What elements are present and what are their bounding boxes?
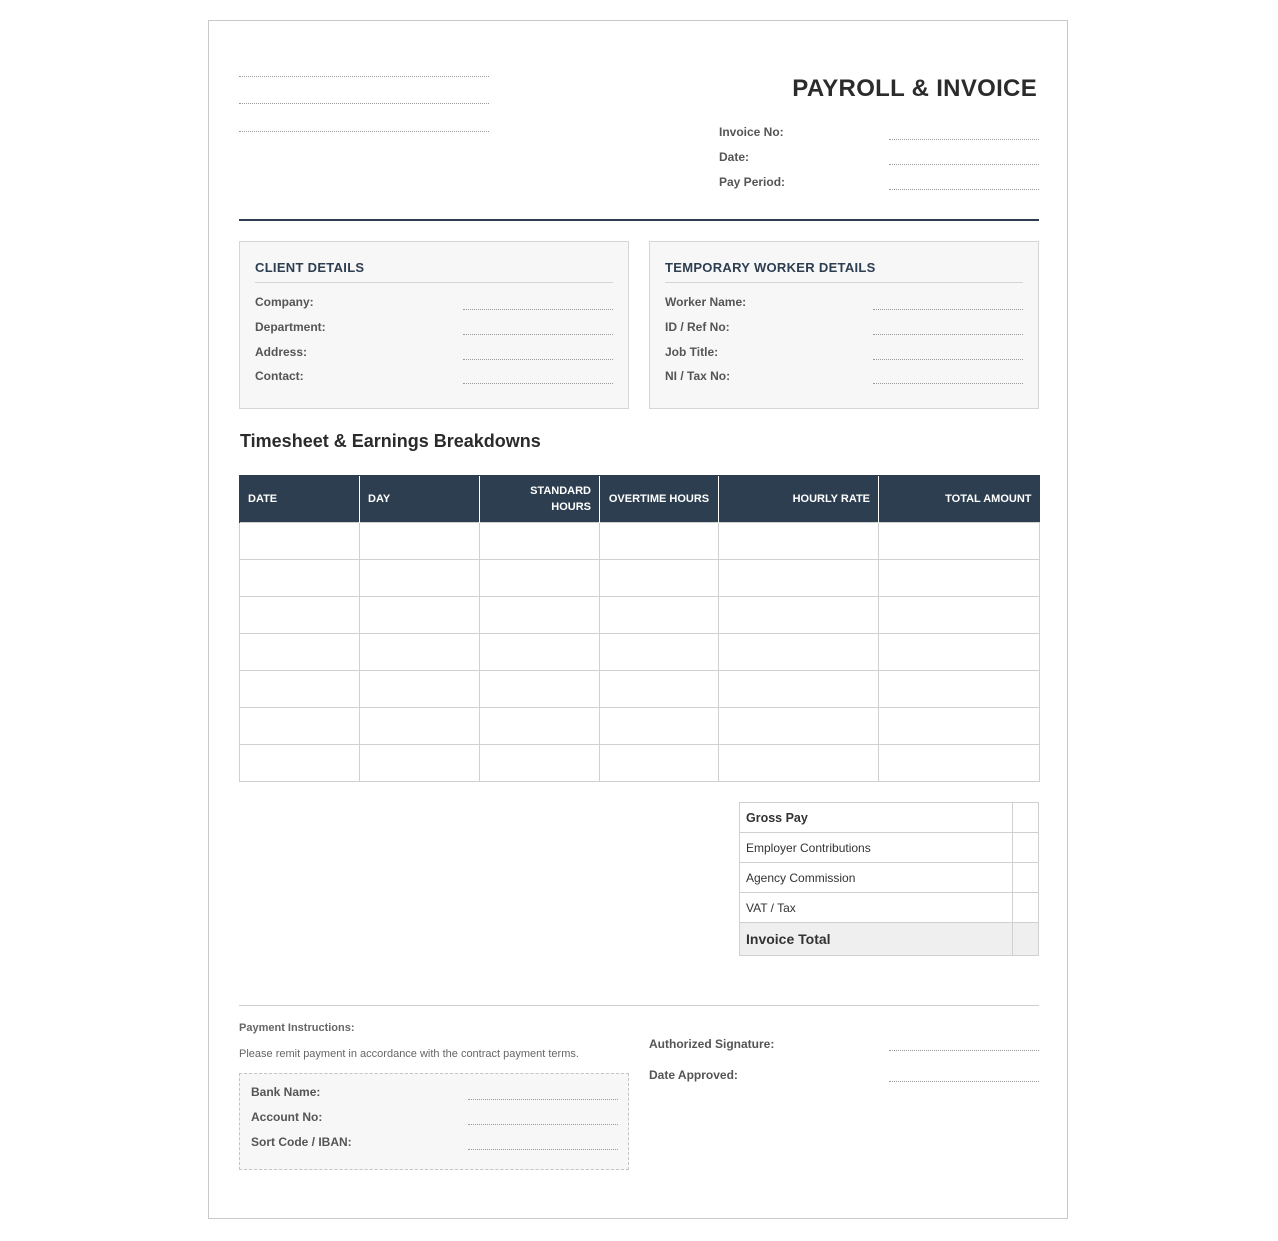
table-cell[interactable]: [600, 634, 719, 671]
table-cell[interactable]: [879, 597, 1040, 634]
col-day-header: DAY: [360, 476, 480, 523]
gross-pay-row: [740, 803, 1039, 833]
date-label: Date:: [719, 150, 750, 164]
date-approved-label: Date Approved:: [649, 1068, 738, 1082]
account-no-label: Account No:: [251, 1110, 323, 1124]
invoice-no-field[interactable]: [889, 139, 1039, 140]
department-field[interactable]: [463, 334, 613, 335]
timesheet-table: [239, 475, 1040, 782]
company-field[interactable]: [463, 309, 613, 310]
payment-instructions-heading: Payment Instructions:: [239, 1022, 355, 1034]
table-cell[interactable]: [879, 634, 1040, 671]
table-cell[interactable]: [879, 560, 1040, 597]
table-cell[interactable]: [719, 634, 879, 671]
table-row: [240, 597, 1040, 634]
company-line-3[interactable]: [239, 131, 489, 132]
table-cell[interactable]: [480, 708, 600, 745]
agency-commission-row: [740, 863, 1039, 893]
totals-table: [739, 802, 1039, 956]
table-cell[interactable]: [600, 671, 719, 708]
table-cell[interactable]: [240, 523, 360, 560]
table-cell[interactable]: [879, 523, 1040, 560]
gross-pay-label: Gross Pay: [740, 803, 1013, 833]
table-cell[interactable]: [600, 597, 719, 634]
table-cell[interactable]: [600, 745, 719, 782]
table-cell[interactable]: [360, 745, 480, 782]
table-cell[interactable]: [719, 560, 879, 597]
agency-commission-value[interactable]: [1013, 863, 1039, 893]
table-cell[interactable]: [240, 745, 360, 782]
col-standard-hours-header: STANDARD HOURS: [480, 476, 600, 523]
date-field[interactable]: [889, 164, 1039, 165]
timesheet-header-row: [240, 476, 1040, 523]
table-cell[interactable]: [240, 597, 360, 634]
sort-code-label: Sort Code / IBAN:: [251, 1135, 352, 1149]
worker-name-field[interactable]: [873, 309, 1023, 310]
col-total-amount-header: TOTAL AMOUNT: [879, 476, 1040, 523]
table-cell[interactable]: [719, 745, 879, 782]
table-cell[interactable]: [600, 560, 719, 597]
table-cell[interactable]: [600, 708, 719, 745]
document-title: PAYROLL & INVOICE: [792, 75, 1037, 102]
table-row: [240, 634, 1040, 671]
pay-period-label: Pay Period:: [719, 175, 786, 189]
col-hourly-rate-header: HOURLY RATE: [719, 476, 879, 523]
vat-tax-label: VAT / Tax: [740, 893, 1013, 923]
table-cell[interactable]: [480, 597, 600, 634]
table-cell[interactable]: [480, 523, 600, 560]
vat-tax-row: [740, 893, 1039, 923]
table-cell[interactable]: [879, 745, 1040, 782]
date-approved-field[interactable]: [889, 1081, 1039, 1082]
employer-contributions-label: Employer Contributions: [740, 833, 1013, 863]
client-details-panel: [239, 241, 629, 409]
worker-name-label: Worker Name:: [665, 295, 747, 309]
ref-no-field[interactable]: [873, 334, 1023, 335]
table-cell[interactable]: [480, 634, 600, 671]
table-row: [240, 745, 1040, 782]
tax-no-label: NI / Tax No:: [665, 369, 731, 383]
table-cell[interactable]: [360, 634, 480, 671]
contact-label: Contact:: [255, 369, 304, 383]
col-date-header: DATE: [240, 476, 360, 523]
job-title-label: Job Title:: [665, 345, 719, 359]
address-field[interactable]: [463, 359, 613, 360]
table-cell[interactable]: [360, 671, 480, 708]
table-cell[interactable]: [360, 523, 480, 560]
bank-name-field[interactable]: [468, 1099, 618, 1100]
department-label: Department:: [255, 320, 326, 334]
table-cell[interactable]: [360, 597, 480, 634]
invoice-no-label: Invoice No:: [719, 125, 784, 139]
sort-code-field[interactable]: [468, 1149, 618, 1150]
bank-name-label: Bank Name:: [251, 1085, 321, 1099]
company-label: Company:: [255, 295, 314, 309]
table-cell[interactable]: [360, 560, 480, 597]
table-cell[interactable]: [360, 708, 480, 745]
account-no-field[interactable]: [468, 1124, 618, 1125]
contact-field[interactable]: [463, 383, 613, 384]
header-divider: [239, 219, 1039, 221]
tax-no-field[interactable]: [873, 383, 1023, 384]
ref-no-label: ID / Ref No:: [665, 320, 730, 334]
pay-period-field[interactable]: [889, 189, 1039, 190]
vat-tax-value[interactable]: [1013, 893, 1039, 923]
job-title-field[interactable]: [873, 359, 1023, 360]
employer-contributions-row: [740, 833, 1039, 863]
table-cell[interactable]: [719, 671, 879, 708]
table-cell[interactable]: [879, 671, 1040, 708]
table-row: [240, 671, 1040, 708]
address-label: Address:: [255, 345, 308, 359]
col-overtime-hours-header: OVERTIME HOURS: [600, 476, 719, 523]
table-cell[interactable]: [719, 708, 879, 745]
authorized-signature-field[interactable]: [889, 1050, 1039, 1051]
invoice-total-row: [740, 923, 1039, 956]
table-cell[interactable]: [600, 523, 719, 560]
table-cell[interactable]: [879, 708, 1040, 745]
worker-details-panel: [649, 241, 1039, 409]
table-cell[interactable]: [719, 523, 879, 560]
worker-details-title: TEMPORARY WORKER DETAILS: [665, 260, 876, 275]
gross-pay-value[interactable]: [1013, 803, 1039, 833]
invoice-total-value[interactable]: [1013, 923, 1039, 956]
payment-instructions-note: Please remit payment in accordance with the contract payment terms.: [239, 1048, 579, 1060]
table-row: [240, 560, 1040, 597]
table-cell[interactable]: [719, 597, 879, 634]
table-row: [240, 523, 1040, 560]
authorized-signature-label: Authorized Signature:: [649, 1037, 775, 1051]
client-details-divider: [255, 282, 613, 283]
client-details-title: CLIENT DETAILS: [255, 260, 365, 275]
footer-divider: [239, 1005, 1039, 1006]
timesheet-title: Timesheet & Earnings Breakdowns: [240, 431, 541, 451]
company-line-1[interactable]: [239, 76, 489, 77]
agency-commission-label: Agency Commission: [740, 863, 1013, 893]
table-cell[interactable]: [480, 745, 600, 782]
table-cell[interactable]: [240, 708, 360, 745]
worker-details-divider: [665, 282, 1023, 283]
company-line-2[interactable]: [239, 103, 489, 104]
table-cell[interactable]: [480, 671, 600, 708]
table-cell[interactable]: [480, 560, 600, 597]
table-cell[interactable]: [240, 671, 360, 708]
table-row: [240, 708, 1040, 745]
invoice-page: [208, 20, 1068, 1219]
employer-contributions-value[interactable]: [1013, 833, 1039, 863]
table-cell[interactable]: [240, 634, 360, 671]
bank-details-panel: [239, 1073, 629, 1170]
table-cell[interactable]: [240, 560, 360, 597]
invoice-total-label: Invoice Total: [740, 923, 1013, 956]
